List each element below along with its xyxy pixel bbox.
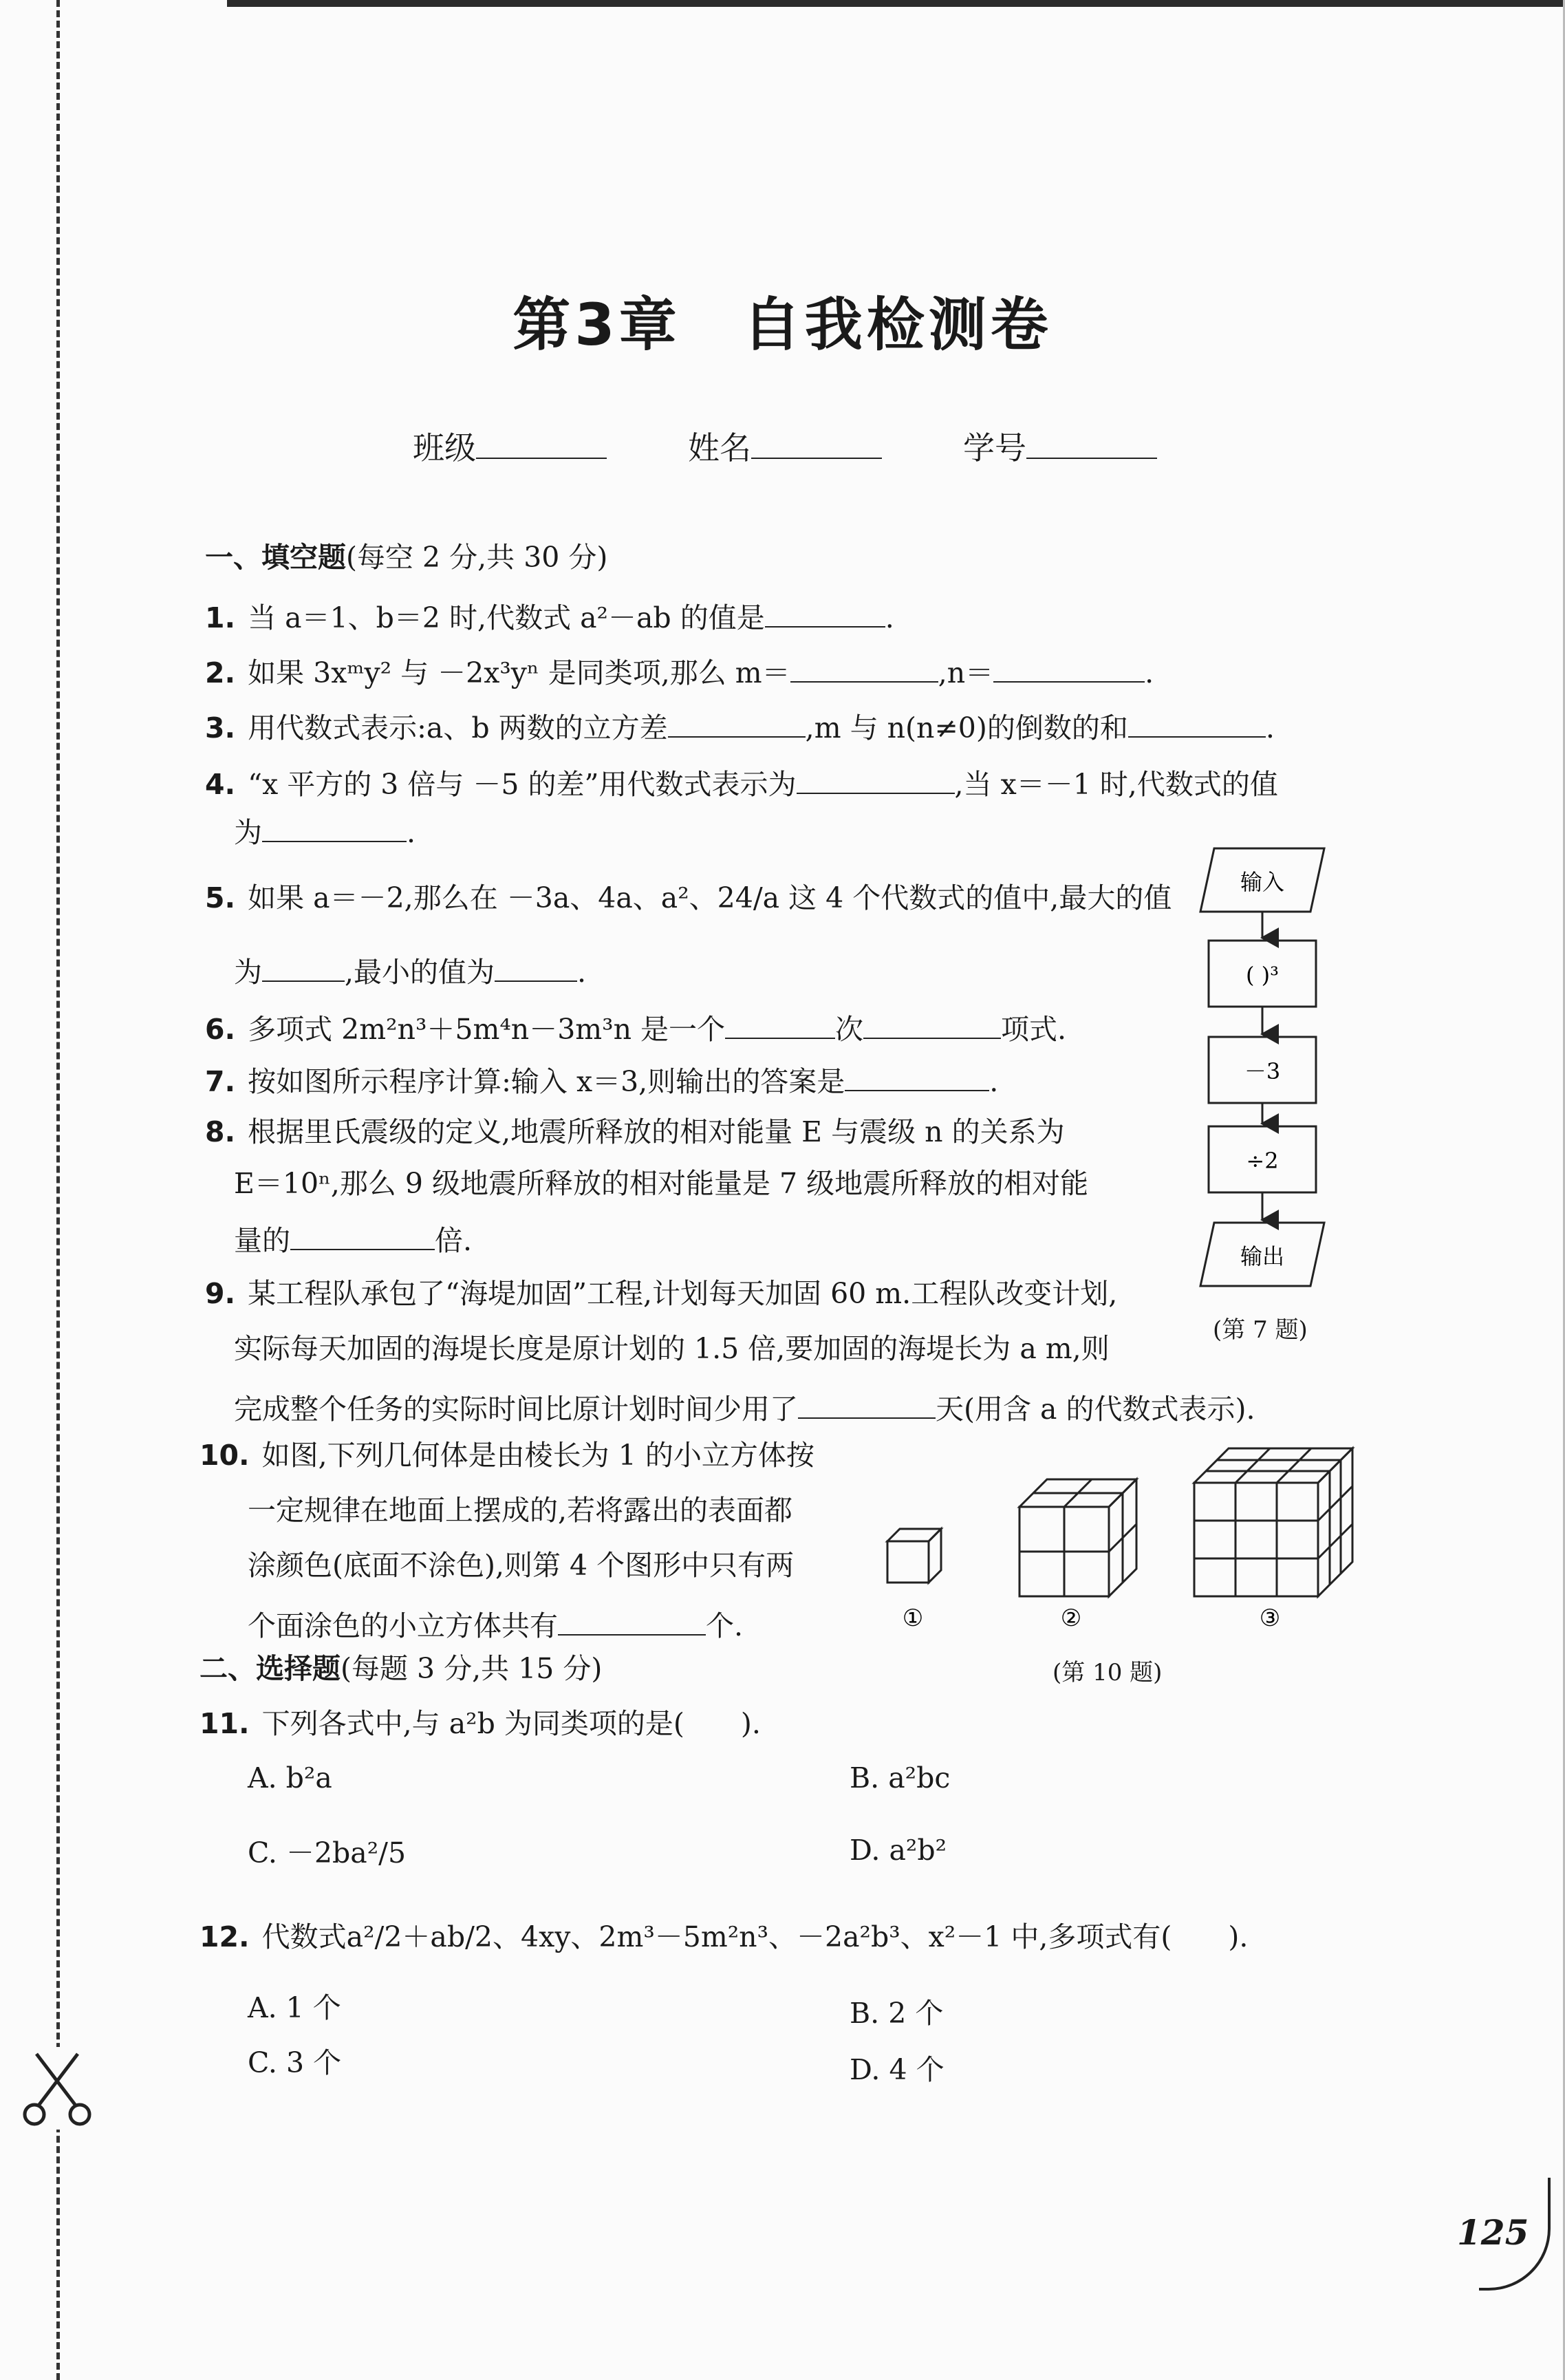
question-9: 9. 某工程队承包了“海堤加固”工程,计划每天加固 60 m.工程队改变计划, <box>205 1277 1118 1310</box>
question-10-cont-2: 涂颜色(底面不涂色),则第 4 个图形中只有两 <box>248 1549 795 1582</box>
figure-7-caption: (第 7 题) <box>1213 1316 1308 1344</box>
question-7: 7. 按如图所示程序计算:输入 x＝3,则输出的答案是 . <box>205 1062 998 1096</box>
id-field <box>963 423 1157 469</box>
cube-label-2: ② <box>1060 1605 1082 1632</box>
question-6: 6. 多项式 2m²n³＋5m⁴n－3m³n 是一个 次 项式. <box>205 1010 1066 1044</box>
q12-option-b[interactable]: B. 2 个 <box>850 1997 944 2030</box>
flow-output-label: 输出 <box>1240 1243 1285 1269</box>
cube-figure-3 <box>1194 1448 1352 1596</box>
flow-input-label: 输入 <box>1240 869 1285 895</box>
question-11: 11. 下列各式中,与 a²b 为同类项的是( ). <box>199 1707 761 1740</box>
id-label: 学号 <box>963 429 1026 467</box>
question-8-cont-2: 量的 倍. <box>234 1221 472 1255</box>
q8-blank[interactable] <box>290 1221 435 1250</box>
cube-label-1: ① <box>902 1605 924 1632</box>
section2-header: 二、选择题(每题 3 分,共 15 分) <box>199 1652 603 1685</box>
class-label: 班级 <box>413 429 476 467</box>
cube-figure-1 <box>887 1529 941 1583</box>
q4-blank-1[interactable] <box>797 765 955 794</box>
q12-option-c[interactable]: C. 3 个 <box>248 2046 342 2079</box>
q7-blank[interactable] <box>845 1062 989 1091</box>
question-10: 10. 如图,下列几何体是由棱长为 1 的小立方体按 <box>199 1439 814 1472</box>
question-8-cont-1: E＝10ⁿ,那么 9 级地震所释放的相对能量是 7 级地震所释放的相对能 <box>234 1167 1089 1200</box>
question-4: 4. “x 平方的 3 倍与 －5 的差”用代数式表示为 ,当 x＝－1 时,代数式的值 <box>205 765 1278 799</box>
page-number: 125 <box>1457 2212 1529 2253</box>
question-9-cont-1: 实际每天加固的海堤长度是原计划的 1.5 倍,要加固的海堤长为 a m,则 <box>234 1332 1110 1365</box>
section1-header: 一、填空题(每空 2 分,共 30 分) <box>205 541 608 574</box>
scissors-icon <box>19 2047 95 2130</box>
question-10-cont-1: 一定规律在地面上摆成的,若将露出的表面都 <box>248 1494 793 1527</box>
q6-blank-degree[interactable] <box>725 1010 835 1039</box>
flow-step-divide: ÷2 <box>1246 1148 1279 1174</box>
question-5: 5. 如果 a＝－2,那么在 －3a、4a、a²、24/a 这 4 个代数式的值中,最大的值 <box>205 881 1172 914</box>
q6-blank-terms[interactable] <box>863 1010 1001 1039</box>
q5-blank-max[interactable] <box>262 953 345 982</box>
cube-figure-2 <box>1019 1479 1136 1596</box>
q11-option-a[interactable]: A. b²a <box>248 1761 332 1794</box>
q2-blank-n[interactable] <box>993 654 1145 683</box>
flow-step-minus: －3 <box>1244 1058 1281 1084</box>
question-5-cont: 为 ,最小的值为 . <box>234 953 586 987</box>
cube-label-3: ③ <box>1259 1605 1281 1632</box>
q10-blank[interactable] <box>558 1607 706 1636</box>
question-12: 12. 代数式a²/2＋ab/2、4xy、2m³－5m²n³、－2a²b³、x²－1 中,多项式有( ). <box>199 1920 1249 1953</box>
question-10-cont-3: 个面涂色的小立方体共有 个. <box>248 1607 743 1640</box>
class-input[interactable] <box>476 430 607 459</box>
q11-option-d[interactable]: D. a²b² <box>850 1834 947 1867</box>
q12-option-d[interactable]: D. 4 个 <box>850 2053 945 2086</box>
question-3: 3. 用代数式表示:a、b 两数的立方差 ,m 与 n(n≠0)的倒数的和 . <box>205 709 1275 742</box>
q2-blank-m[interactable] <box>790 654 938 683</box>
q11-option-c[interactable]: C. －2ba²/5 <box>248 1836 407 1869</box>
question-8: 8. 根据里氏震级的定义,地震所释放的相对能量 E 与震级 n 的关系为 <box>205 1115 1065 1148</box>
q9-blank[interactable] <box>798 1390 936 1419</box>
q12-option-a[interactable]: A. 1 个 <box>248 1991 341 2024</box>
q4-blank-2[interactable] <box>262 813 407 842</box>
name-label: 姓名 <box>688 429 751 467</box>
page-title: 第3章 自我检测卷 <box>512 291 1053 358</box>
question-9-cont-2: 完成整个任务的实际时间比原计划时间少用了 天(用含 a 的代数式表示). <box>234 1390 1255 1424</box>
name-input[interactable] <box>751 430 882 459</box>
q3-blank-1[interactable] <box>668 709 806 738</box>
flow-step-cube: ( )³ <box>1246 962 1279 988</box>
cube-figures <box>874 1431 1369 1638</box>
q11-option-b[interactable]: B. a²bc <box>850 1761 951 1794</box>
q1-answer-blank[interactable] <box>765 599 885 628</box>
question-2: 2. 如果 3xᵐy² 与 －2x³yⁿ 是同类项,那么 m＝ ,n＝ . <box>205 654 1154 687</box>
flowchart-figure <box>1194 843 1331 1311</box>
class-field <box>413 423 607 469</box>
id-input[interactable] <box>1026 430 1157 459</box>
name-field <box>688 423 882 469</box>
q3-blank-2[interactable] <box>1128 709 1266 738</box>
top-border-line <box>227 0 1565 7</box>
question-1: 1. 当 a＝1、b＝2 时,代数式 a²－ab 的值是 . <box>205 599 894 632</box>
figure-10-caption: (第 10 题) <box>1053 1659 1163 1686</box>
question-4-cont: 为 . <box>234 813 415 847</box>
q5-blank-min[interactable] <box>495 953 577 982</box>
